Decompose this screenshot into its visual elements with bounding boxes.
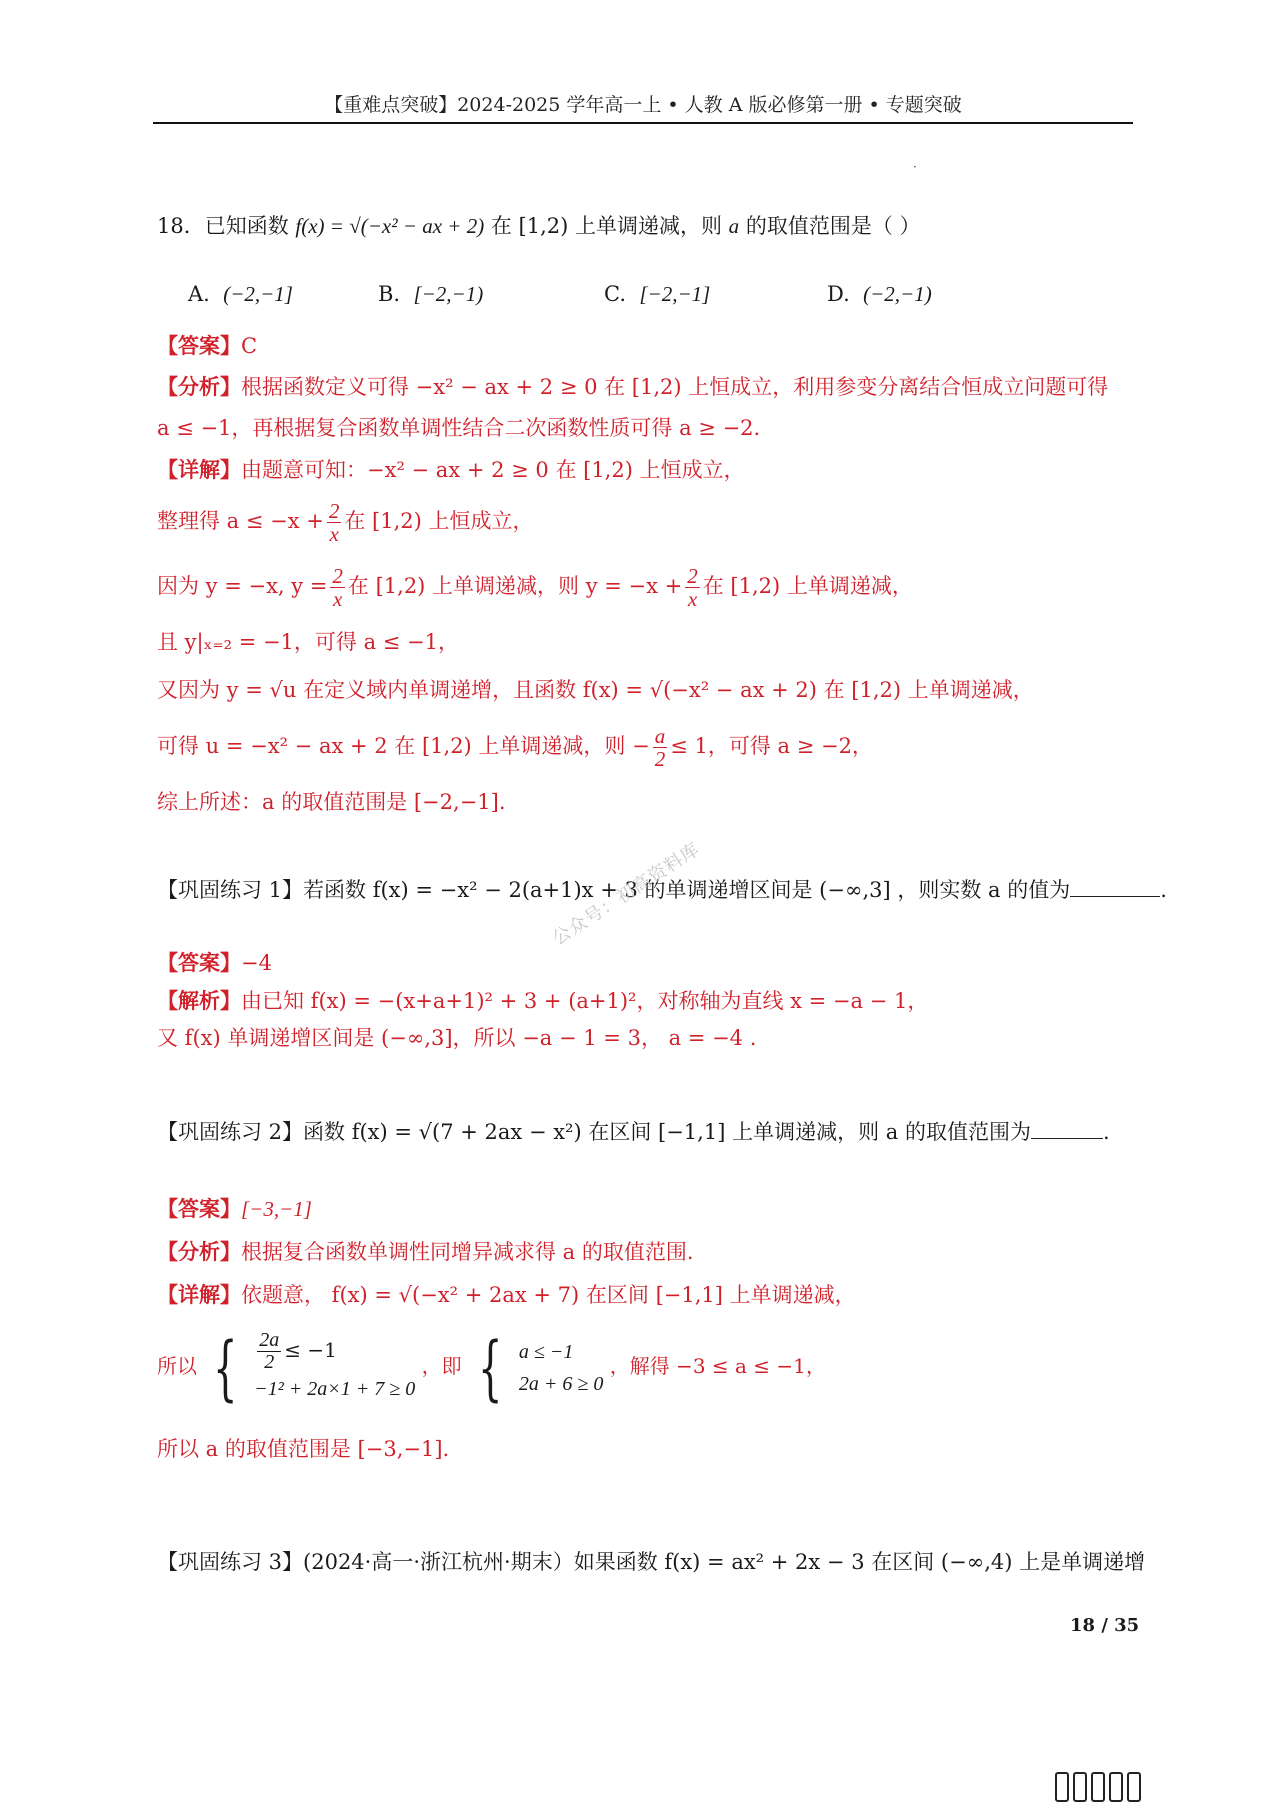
ex2-detail-1: 【详解】依题意， f(x) = √(−x² + 2ax + 7) 在区间 [−1,1] 上单调递减， — [157, 1282, 856, 1307]
left-brace: { — [213, 1326, 238, 1409]
page-strip-icon — [1055, 1772, 1141, 1802]
q18-analysis-1: 【分析】根据函数定义可得 −x² − ax + 2 ≥ 0 在 [1,2) 上恒成立，利用参变分离结合恒成立问题可得 — [157, 374, 1109, 399]
ex2-conclusion: 所以 a 的取值范围是 [−3,−1]. — [157, 1437, 450, 1461]
stray-dot: · — [913, 160, 917, 174]
q18-detail-7: 综上所述：a 的取值范围是 [−2,−1]. — [157, 790, 506, 814]
q18-stem: 18．已知函数 f(x) = √(−x² − ax + 2) 在 [1,2) 上单调递减，则 a 的取值范围是（ ） — [157, 214, 921, 238]
ex2-system-line: 所以 { $\frac{2a}{2}$ ≤ −1 −1² + 2a×1 + 7 ≥ 0 ，即 { a ≤ −1 2a + 6 ≥ 0 ，解得 −3 ≤ a ≤ −1， — [157, 1326, 826, 1409]
q18-option-c: C. [−2,−1] — [604, 282, 711, 306]
q18-analysis-2: a ≤ −1，再根据复合函数单调性结合二次函数性质可得 a ≥ −2. — [157, 416, 761, 440]
q18-detail-6: 可得 u = −x² − ax + 2 在 [1,2) 上单调递减，则 − $\frac{a}{2}$ ≤ 1，可得 a ≥ −2， — [157, 724, 873, 772]
fraction-2-over-x: $\frac{2}{x}$ — [332, 564, 343, 612]
fraction-a-over-2: $\frac{a}{2}$ — [654, 724, 666, 772]
fraction-2-over-x: $\frac{2}{x}$ — [328, 499, 340, 547]
ex2-analysis: 【分析】根据复合函数单调性同增异减求得 a 的取值范围. — [157, 1239, 694, 1264]
q18-answer: 【答案】C — [157, 333, 258, 358]
q18-option-a: A. (−2,−1] — [188, 282, 293, 306]
watermark: 公众号：初高资料库 — [548, 838, 704, 950]
header-divider — [153, 122, 1133, 124]
page-header: 【重难点突破】2024-2025 学年高一上 • 人教 A 版必修第一册 • 专题突破 — [324, 94, 962, 116]
ex1-stem: 【巩固练习 1】若函数 f(x) = −x² − 2(a+1)x + 3 的单调递增区间是 (−∞,3] ，则实数 a 的值为 . — [157, 878, 1167, 902]
answer-blank — [1070, 892, 1160, 897]
q18-detail-2: 整理得 a ≤ −x + $\frac{2}{x}$ 在 [1,2) 上恒成立， — [157, 499, 534, 547]
q18-detail-1: 【详解】由题意可知：−x² − ax + 2 ≥ 0 在 [1,2) 上恒成立， — [157, 457, 745, 482]
ex2-answer: 【答案】[−3,−1] — [157, 1196, 312, 1221]
q18-option-d: D. (−2,−1) — [827, 282, 932, 306]
page-number: 18 / 35 — [1070, 1615, 1140, 1636]
ex2-stem: 【巩固练习 2】函数 f(x) = √(7 + 2ax − x²) 在区间 [−1,1] 上单调递减，则 a 的取值范围为 . — [157, 1120, 1110, 1144]
ex1-solution-2: 又 f(x) 单调递增区间是 (−∞,3]，所以 −a − 1 = 3， a = −4 . — [157, 1026, 757, 1050]
answer-blank — [1031, 1134, 1103, 1139]
q18-function: f(x) = √(−x² − ax + 2) — [295, 214, 485, 238]
q18-detail-3: 因为 y = −x, y = $\frac{2}{x}$ 在 [1,2) 上单调递减，则 y = −x + $\frac{2}{x}$ 在 [1,2) 上单调递减， — [157, 564, 913, 612]
q18-detail-5: 又因为 y = √u 在定义域内单调递增，且函数 f(x) = √(−x² − ax + 2) 在 [1,2) 上单调递减， — [157, 678, 1034, 702]
ex3-stem: 【巩固练习 3】(2024·高一·浙江杭州·期末）如果函数 f(x) = ax² + 2x − 3 在区间 (−∞,4) 上是单调递增 — [157, 1550, 1146, 1574]
fraction-2-over-x: $\frac{2}{x}$ — [687, 564, 698, 612]
ex1-solution-1: 【解析】由已知 f(x) = −(x+a+1)² + 3 + (a+1)²，对称轴为直线 x = −a − 1， — [157, 988, 929, 1013]
q18-detail-4: 且 y|ₓ₌₂ = −1，可得 a ≤ −1， — [157, 630, 460, 654]
q18-option-b: B. [−2,−1) — [378, 282, 484, 306]
left-brace: { — [477, 1326, 503, 1409]
ex1-answer: 【答案】−4 — [157, 950, 272, 975]
